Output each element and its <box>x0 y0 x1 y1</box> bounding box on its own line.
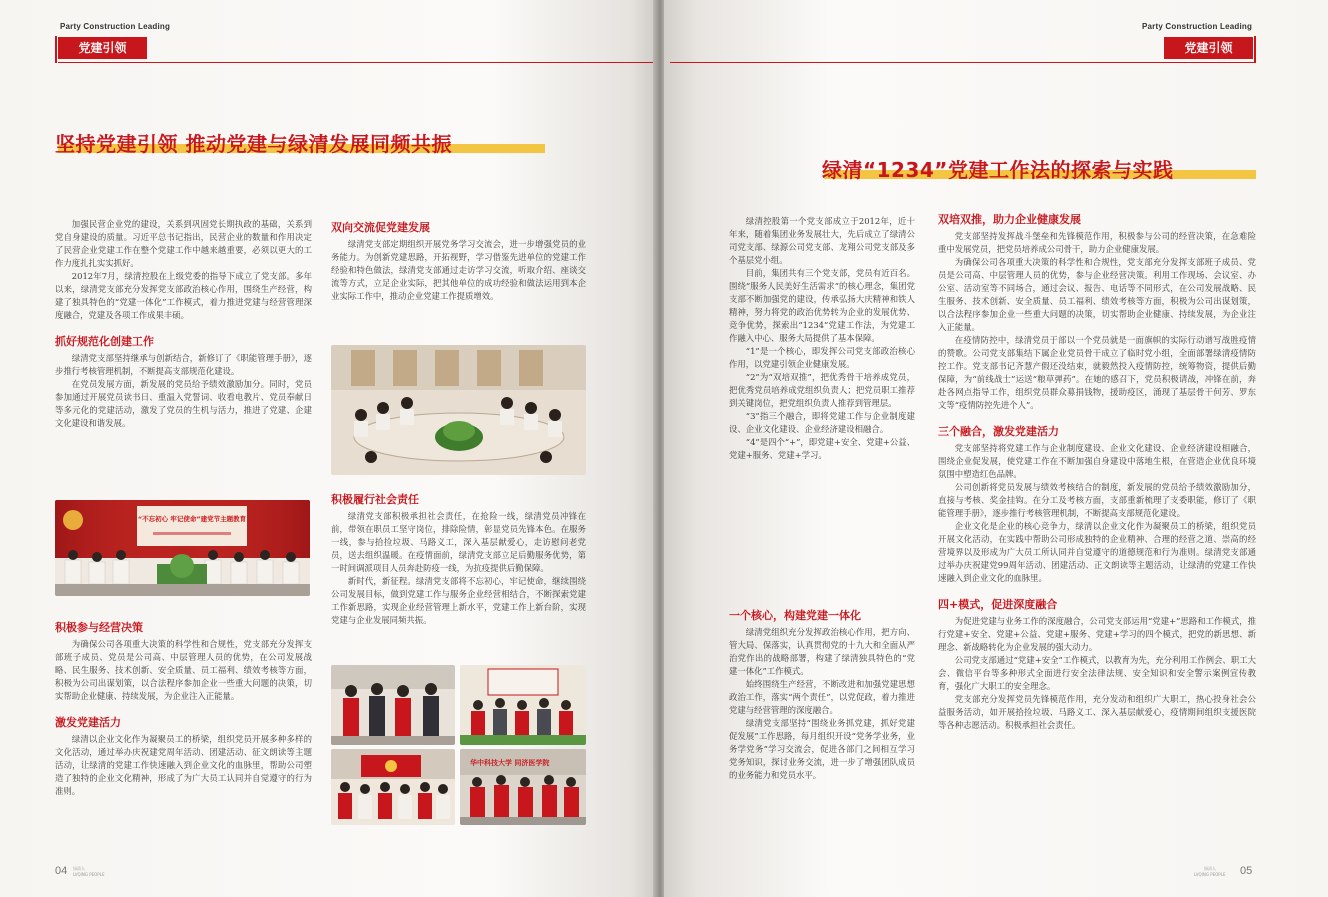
body-paragraph: 公司创新将党员发展与绩效考核结合的制度，新发展的党员给予绩效激励加分，直接与考核、奖金挂钩。在分工及考核方面，支部重新梳理了支委职能，修订了《职能管理手册》，逐步推行考核管理机制，不断提高支部规范化建设。 <box>938 482 1256 518</box>
section-heading: 积极参与经营决策 <box>55 621 143 634</box>
magazine-name: 绿清人 <box>1204 866 1216 871</box>
body-paragraph: 公司党支部通过“党建+安全”工作模式，以教育为先，充分利用工作例会、职工大会、微信平台等多种形式全面进行安全法律法规、安全知识和安全警示案例宣传教育，强化广大职工的安全理念。 <box>938 655 1256 691</box>
body-paragraph: 党支部充分发挥党员先锋模范作用，充分发动和组织广大职工，热心投身社会公益服务活动，如开展拾捡垃圾、马路义工、深入基层献爱心，疫情期间组织支援医院等各种志愿活动。积极承担社会责任。 <box>938 694 1256 730</box>
header-rule <box>670 62 1256 63</box>
left-col-1b <box>55 620 312 798</box>
body-paragraph: 绿清党组织充分发挥政治核心作用，把方向、管大局、保落实，认真贯彻党的十九大和全面从严治党作出的战略部署，构建了绿清独具特色的“党建一体化”工作模式。 <box>729 627 915 676</box>
magazine-name-en: LVQING PEOPLE <box>1194 872 1226 877</box>
right-page <box>664 0 1328 897</box>
section-label-en: Party Construction Leading <box>60 22 171 31</box>
left-col-2 <box>331 220 586 303</box>
body-paragraph: 为确保公司各项重大决策的科学性和合规性，党支部充分发挥支部班子成员、党员是公司高、中层管理人员的优势，参与企业经营决策。利用工作现场、会议室、办公室、活动室等不同场合，通过会议、报告、电话等不同形式，在公司发展战略、民生服务、技术创新、安全质量、员工福利、绩效考核等方面，积极为公司出谋划策，以合法程序参加企业一些重大问题的决策，切实帮助企业健康、持续发展，为企业注入正能量。 <box>938 257 1256 332</box>
body-paragraph: “2”为“双培双推”，把优秀骨干培养成党员，把优秀党员培养成党组织负责人；把党员职工推荐到关键岗位，把党组织负责人推荐到管理层。 <box>729 372 915 408</box>
body-paragraph: 为促进党建与业务工作的深度融合，公司党支部运用“党建+”思路和工作模式，推行党建+安全、党建+公益、党建+服务、党建+学习的四个模式，把党的新思想、新理念、新战略转化为企业发展的强大动力。 <box>938 616 1256 652</box>
flag-group-photo <box>331 749 455 825</box>
magazine-name-en: LVQING PEOPLE <box>73 872 105 877</box>
body-paragraph: 始终围绕生产经营，不断改进和加强党建思想政治工作，落实“两个责任”，以党促政，着力推进党建与经营管理的深度融合。 <box>729 679 915 715</box>
body-paragraph: 绿清党支部坚持“围绕业务抓党建，抓好党建促发展”工作思路，每月组织开设“党务学业务，业务学党务”学习交流会，促进各部门之间相互学习党务知识，探讨业务交流，进一步了增强团队成员的业务能力和党员水平。 <box>729 718 915 780</box>
left-page <box>0 0 656 897</box>
oath-photo <box>331 665 455 745</box>
body-paragraph: 党支部坚持发挥战斗堡垒和先锋模范作用，积极参与公司的经营决策，在急难险重中发展党员，把党员培养成公司骨干，助力企业健康发展。 <box>938 231 1256 254</box>
body-paragraph: “3”指三个融合，即将党建工作与企业制度建设、企业文化建设、企业经济建设相融合。 <box>729 411 915 434</box>
section-label-en: Party Construction Leading <box>1142 22 1253 31</box>
header-right-bar <box>1254 36 1256 63</box>
section-heading: 积极履行社会责任 <box>331 493 419 506</box>
page-title: 绿清“1234”党建工作法的探索与实践 <box>822 158 1174 182</box>
page-number: 05 <box>1240 865 1253 877</box>
body-paragraph: “4”是四个“+”，即党建+安全、党建+公益、党建+服务、党建+学习。 <box>729 437 915 460</box>
section-heading: 一个核心，构建党建一体化 <box>729 609 861 622</box>
building-sign: 华中科技大学 同济医学院 <box>470 759 550 767</box>
section-heading: 三个融合，激发党建活力 <box>938 425 1059 438</box>
body-paragraph: 绿清党支部定期组织开展党务学习交流会，进一步增强党员的业务能力。为创新党建思路，开拓视野，学习借鉴先进单位的党建工作经验和特色做法，绿清党支部通过走访学习交流，听取介绍、座谈交流等方式，立足企业实际，把其他单位的成功经验和做法运用到本企业实际工作中，推动企业党建工作提质增效。 <box>331 239 586 301</box>
body-paragraph: 为确保公司各项重大决策的科学性和合规性，党支部充分发挥支部班子成员、党员是公司高、中层管理人员的优势，在公司发展战略、民生服务、技术创新、安全质量、员工福利、绩效考核等方面，积极为公司出谋划策，以合法程序参加企业一些重大问题的决策，切实帮助企业健康、持续发展，为企业注入正能量。 <box>55 639 312 701</box>
body-paragraph: 绿清以企业文化作为凝聚员工的桥梁，组织党员开展多种多样的文化活动，通过举办庆祝建党周年活动、团建活动、征文朗读等主题活动，让绿清的党建工作快速融入到企业文化的血脉里，帮助公司塑造了独特的企业文化精神，形成了为广大员工认同并自觉遵守的行为准则。 <box>55 734 312 796</box>
ceremony-photo <box>55 500 310 596</box>
section-heading: 四+模式，促进深度融合 <box>938 598 1058 611</box>
section-heading: 双培双推，助力企业健康发展 <box>938 213 1081 226</box>
left-col-2b <box>331 492 586 627</box>
section-heading: 抓好规范化创建工作 <box>55 335 154 348</box>
section-heading: 激发党建活力 <box>55 716 121 729</box>
section-tag: 党建引领 <box>58 37 147 59</box>
body-paragraph: 企业文化是企业的核心竞争力，绿清以企业文化作为凝聚员工的桥梁，组织党员开展文化活动，在实践中帮助公司形成独特的企业精神、合理的经营之道、崇高的经营境界以及形成为广大员工所认同并自觉遵守的道德规范和行为准则。绿清党支部通过举办庆祝建党99周年活动、团建活动、正文朗读等主题活动，让绿清的党建工作快速融入到企业文化的血脉里。 <box>938 521 1256 583</box>
page-number: 04 <box>55 865 68 877</box>
body-paragraph: 在党员发展方面，新发展的党员给予绩效激励加分。同时，党员参加通过开展党员读书日、重温入党誓词、收看电教片、党员奉献日等多元化的党建活动，激发了党员的生机与活力，推进了党建、企建文化建设和谐发展。 <box>55 379 312 428</box>
section-heading: 双向交流促党建发展 <box>331 221 430 234</box>
body-paragraph: 绿清党支部坚持继承与创新结合，新修订了《职能管理手册》，逐步推行考核管理机制，不断提高支部规范化建设。 <box>55 353 312 376</box>
intro-paragraph: 加强民营企业党的建设，关系到巩固党长期执政的基础，关系到党自身建设的质量。习近平总书记指出，民营企业的数量和作用决定了民营企业党建工作在整个党建工作中越来越重要，必须以更大的工作力度扎扎实实抓好。 <box>55 219 312 268</box>
header-left-bar <box>55 36 57 63</box>
body-paragraph: 党支部坚持将党建工作与企业制度建设、企业文化建设、企业经济建设相融合，围绕企业促发展，使党建工作在不断加强自身建设中落地生根，在营造企业优良环境氛围中塑造红色品牌。 <box>938 443 1256 479</box>
body-paragraph: 绿清党支部积极承担社会责任，在抢险一线，绿清党员冲锋在前，带领在职员工坚守岗位，排除险情，彰显党员先锋本色。在服务一线，参与拾捡垃圾、马路义工，深入基层献爱心，走访慰问老党员，送去组织温暖。在疫情面前，绿清党支部立足后勤服务优势，第一时间调派项目人员奔赴防疫一线，为抗疫提供后勤保障。 <box>331 511 586 573</box>
magazine-name: 绿清人 <box>73 866 85 871</box>
body-paragraph: 目前，集团共有三个党支部，党员有近百名。围绕“服务人民美好生活需求”的核心理念，集团党支部不断加强党的建设，传承弘扬大庆精神和铁人精神，努力将党的政治优势转为企业的发展优势、竞争优势，探索出“1234”党建工作法，为党建工作融入中心、服务大局提供了基本保障。 <box>729 268 915 343</box>
right-col-1b <box>729 608 915 782</box>
section-tag: 党建引领 <box>1164 37 1253 59</box>
volunteer-photo <box>460 749 586 825</box>
award-photo <box>460 665 586 745</box>
page-title: 坚持党建引领 推动党建与绿清发展同频共振 <box>55 132 452 156</box>
left-col-1 <box>55 218 312 430</box>
meeting-photo <box>331 345 586 475</box>
right-col-2 <box>938 212 1256 732</box>
intro-paragraph: 2012年7月，绿清控股在上级党委的指导下成立了党支部。多年以来，绿清党支部充分发挥党支部政治核心作用，围绕生产经营，构建了独具特色的“党建一体化”工作模式，着力推进党建与经营管理深度融合，党建及各项工作成果丰硕。 <box>55 271 312 320</box>
body-paragraph: “1”是一个核心，即发挥公司党支部政治核心作用，以党建引领企业健康发展。 <box>729 346 915 369</box>
header-rule <box>58 62 654 63</box>
body-paragraph: 在疫情防控中，绿清党员于部以一个党员就是一面旗帜的实际行动谱写战胜疫情的赞歌。公司党支部集结下属企业党员骨干成立了临时党小组，全面部署绿清疫情防控工作。党支部书记齐慧产假还没结束，就毅然投入疫情防控，统筹物资，提供后勤保障，为“前线战士”运送“粮草弹药”。在她的感召下，党员积极请战，冲锋在前，奔赴各网点指导工作，组织党员群众募捐钱物，援助疫区，涌现了基层骨干何芳、罗东文等“疫情防控先进个人”。 <box>938 335 1256 410</box>
banner-text: “不忘初心 牢记使命”建党节主题教育 <box>137 515 247 523</box>
body-paragraph: 新时代，新征程。绿清党支部将不忘初心，牢记使命，继续围绕公司发展目标，做到党建工作与服务企业经营相结合，不断探索党建工作新思路，实现企业经营管理上新水平，党建工作上新台阶，实现党建与企业发展同频共振。 <box>331 576 586 625</box>
body-paragraph: 绿清控股第一个党支部成立于2012年，近十年来，随着集团业务发展壮大，先后成立了绿清公司党支部、绿源公司党支部、龙翔公司党支部及多个基层党小组。 <box>729 216 915 265</box>
right-col-1 <box>729 215 915 462</box>
